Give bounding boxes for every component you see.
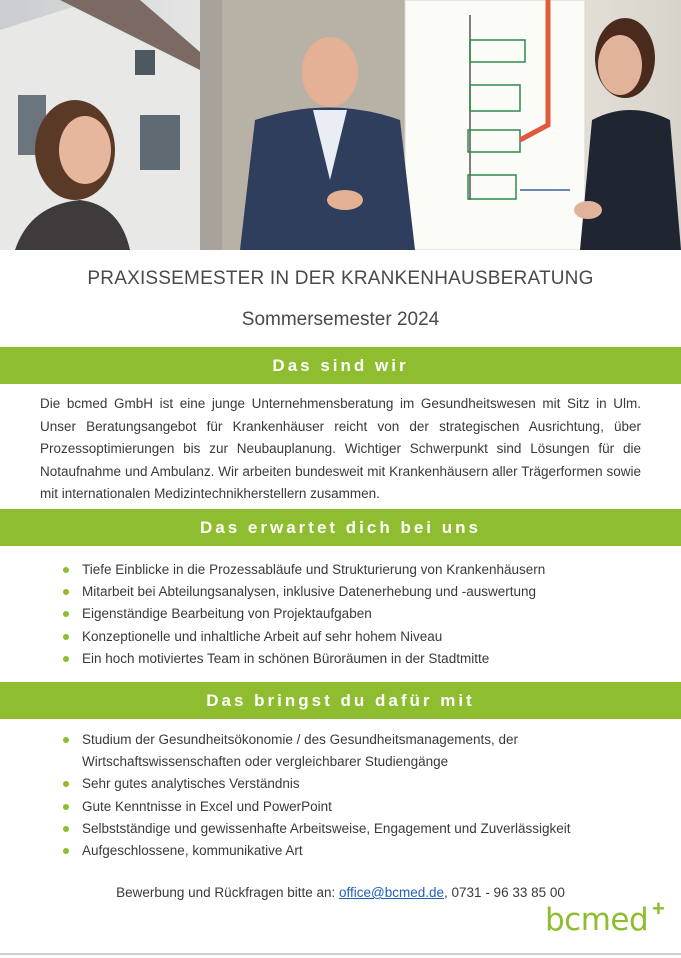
list-item-text: Mitarbeit bei Abteilungsanalysen, inklusive Datenerhebung und -auswertung	[82, 584, 537, 600]
contact-prefix: Bewerbung und Rückfragen bitte an:	[116, 885, 340, 900]
list-item-text: Gute Kenntnisse in Excel und PowerPoint	[82, 798, 332, 814]
list-item	[63, 818, 643, 840]
bring-list	[63, 729, 643, 862]
list-item-text: Studium der Gesundheitsökonomie / des Gesundheitsmanagements, der Wirtschaftswissenschaften oder vergleichbarer Studiengänge	[82, 732, 519, 770]
bottom-divider	[0, 953, 681, 955]
list-item	[63, 729, 643, 773]
bcmed-logo: bcmed	[545, 902, 649, 938]
bullet-icon	[63, 611, 69, 617]
bullet-icon	[63, 567, 69, 573]
page-title: PRAXISSEMESTER IN DER KRANKENHAUSBERATUNG	[87, 268, 594, 289]
bullet-icon	[63, 656, 69, 662]
list-item	[63, 648, 643, 670]
list-item	[63, 626, 643, 648]
section-heading-bring: Das bringst du dafür mit	[0, 682, 681, 719]
list-item-text: Eigenständige Bearbeitung von Projektaufgaben	[82, 606, 372, 622]
list-item	[63, 840, 643, 862]
bullet-icon	[63, 826, 69, 832]
bullet-icon	[63, 737, 69, 743]
list-item	[63, 581, 643, 603]
bullet-icon	[63, 634, 69, 640]
list-item-text: Tiefe Einblicke in die Prozessabläufe und Strukturierung von Krankenhäusern	[82, 562, 546, 577]
list-item	[63, 603, 643, 625]
email-link[interactable]: office@bcmed.de	[339, 885, 445, 900]
list-item	[63, 796, 643, 818]
page-subtitle: Sommersemester 2024	[241, 309, 440, 330]
bullet-icon	[63, 848, 69, 854]
hero-illustration	[0, 0, 681, 250]
about-paragraph: Die bcmed GmbH ist eine junge Unternehmensberatung im Gesundheitswesen mit Sitz in Ulm. Unser Beratungsangebot für Krankenhäuser reicht von der strategischen Ausrichtung, über Prozessoptimierungen bis zur Neubauplanung. Wichtiger Schwerpunkt sind Lösungen für die Notaufnahme und Ambulanz. Wir arbeiten bundesweit mit Krankenhäusern aller Trägerformen sowie mit internationalen Medizintechnikherstellern zusammen.	[40, 396, 641, 501]
bullet-icon	[63, 781, 69, 787]
bullet-icon	[63, 589, 69, 595]
list-item-text: Selbstständige und gewissenhafte Arbeitsweise, Engagement und Zuverlässigkeit	[82, 820, 571, 836]
bullet-icon	[63, 804, 69, 810]
plus-icon: +	[652, 896, 665, 921]
expect-list	[63, 559, 643, 670]
list-item	[63, 559, 643, 581]
section-heading-expect: Das erwartet dich bei uns	[0, 509, 681, 546]
list-item	[63, 773, 643, 795]
list-item-text: Sehr gutes analytisches Verständnis	[82, 776, 300, 792]
list-item-text: Konzeptionelle und inhaltliche Arbeit auf sehr hohem Niveau	[82, 628, 443, 644]
contact-line	[0, 885, 681, 900]
list-item-text: Ein hoch motiviertes Team in schönen Büroräumen in der Stadtmitte	[82, 650, 490, 666]
contact-phone: , 0731 - 96 33 85 00	[444, 885, 565, 900]
section-heading-about: Das sind wir	[0, 347, 681, 384]
hero-photo	[0, 0, 681, 250]
list-item-text: Aufgeschlossene, kommunikative Art	[82, 843, 303, 859]
